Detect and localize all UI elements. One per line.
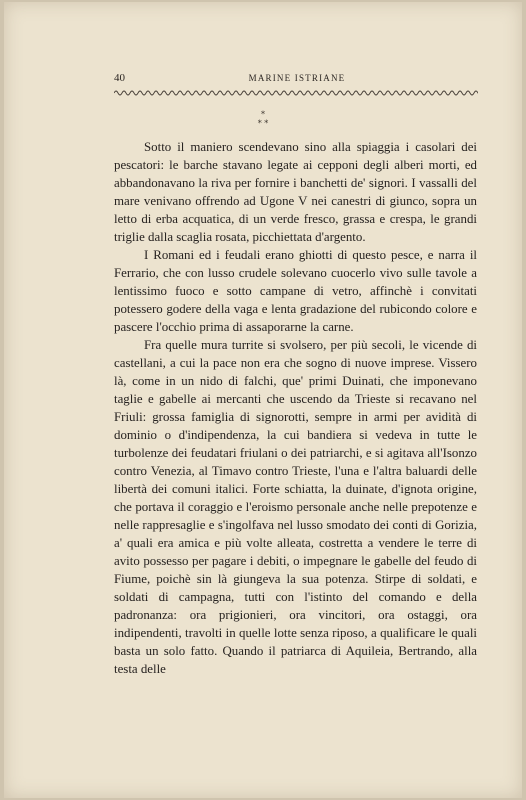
body-text xyxy=(114,138,477,678)
paragraph-3: Fra quelle mura turrite si svolsero, per più secoli, le vicende di castellani, a cui la pace non era che sogno di nuove imprese. Vissero là, come in un nido di falchi, que' primi Duinati, che imponevano taglie e gabelle ai mercanti che uscendo da Trieste si recavano nel Friuli: grossa famiglia di signorotti, sempre in armi per avidità di dominio o d'indipendenza, la cui bandiera si vedeva in tutte le turbolenze dei feudatari friulani o dei patriarchi, e si agitava all'Isonzo contro Venezia, al Timavo contro Trieste, l'una e l'altra baluardi delle libertà dei comuni italici. Forte schiatta, la duinate, d'ignota origine, che portava il coraggio e l'eroismo personale anche nelle prepotenze e nelle rappresaglie e s'ingolfava nel lusso smodato dei conti di Gorizia, a' quali era amica e più volte alleata, costretta a vendere le terre di avito possesso per pagare i debiti, o impegnare le gabelle del feudo di Fiume, poichè sin là giungeva la sua potenza. Stirpe di soldati, e soldati di campagna, tutti con l'istinto del comando e della padronanza: ora prigionieri, ora vincitori, ora ostaggi, ora indipendenti, travolti in quelle lotte senza riposo, a qualificare le quali basta un solo fatto. Quando il patriarca di Aquileia, Bertrando, alla testa delle xyxy=(114,338,477,676)
section-ornament xyxy=(4,110,522,128)
running-title: MARINE ISTRIANE xyxy=(248,73,346,83)
paragraph-1: Sotto il maniero scendevano sino alla spiaggia i casolari dei pescatori: le barche stavano legate ai cepponi degli alberi morti, ed abbandonavano la riva per fornire i banchetti de' signori. I vassalli del mare venivano offrendo ad Ugone V nei canestri di giunco, sopra un letto di erba acquatica, di un verde fresco, grassa e crespa, le grandi triglie dalla scaglia rosata, picchiettata d'argento. xyxy=(114,140,477,244)
paragraph-2: I Romani ed i feudali erano ghiotti di questo pesce, e narra il Ferrario, che con lusso crudele solevano cuocerlo vivo sulle tavole a lentissimo fuoco e sotto campane di vetro, affinchè i convitati potessero godere della vaga e lenta gradazione del rubicondo colore e pascere l'occhio prima di assaporarne la carne. xyxy=(114,248,477,334)
wavy-divider xyxy=(114,88,478,98)
star-top: * xyxy=(261,110,265,119)
book-page xyxy=(4,2,522,798)
star-bottom: * * xyxy=(257,119,269,128)
page-number: 40 xyxy=(114,72,125,84)
